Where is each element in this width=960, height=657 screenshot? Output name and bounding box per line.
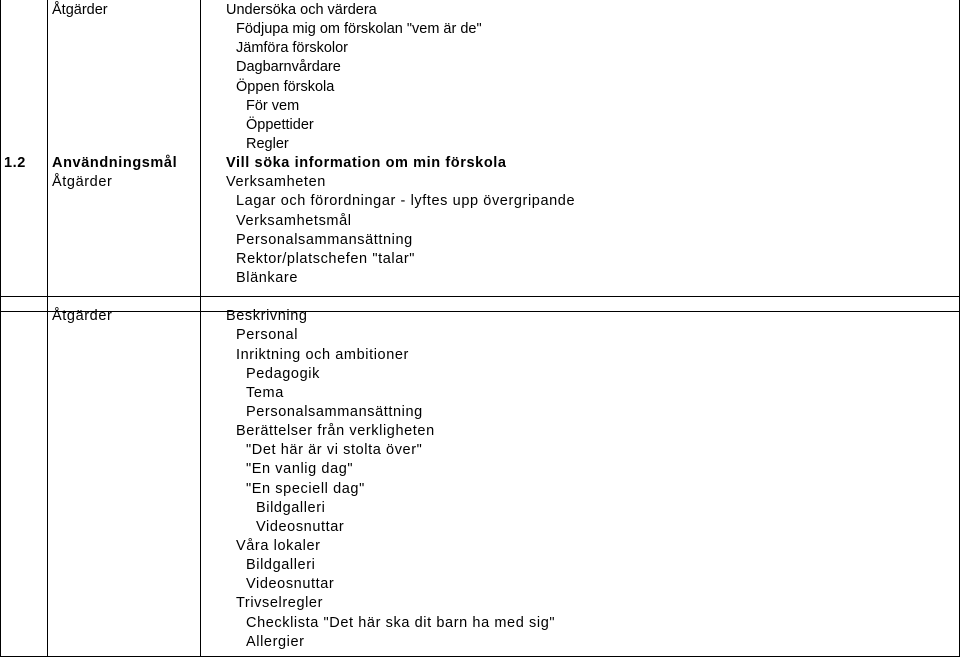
- table-row: [0, 479, 960, 498]
- table-row: [0, 345, 960, 364]
- item-text: Rektor/platschefen "talar": [236, 250, 416, 267]
- item-text: Bildgalleri: [256, 499, 326, 516]
- item-text: Videosnuttar: [256, 518, 345, 535]
- table-row: [0, 383, 960, 402]
- table-row: [0, 0, 960, 19]
- item-text: Regler: [246, 135, 289, 152]
- category-label: Åtgärder: [52, 308, 113, 325]
- item-text: Blänkare: [236, 269, 299, 286]
- category-label: Åtgärder: [52, 2, 108, 18]
- table-row: [0, 38, 960, 57]
- item-text: Tema: [246, 384, 284, 401]
- item-text: Verksamheten: [226, 174, 326, 191]
- table-row: [0, 517, 960, 536]
- table-row: [0, 115, 960, 134]
- item-text: Pedagogik: [246, 365, 320, 382]
- item-text: Inriktning och ambitioner: [236, 346, 409, 363]
- table-row: [0, 134, 960, 153]
- item-text: Videosnuttar: [246, 576, 335, 593]
- item-text: Verksamhetsmål: [236, 212, 352, 229]
- table-row: [0, 364, 960, 383]
- item-text: Jämföra förskolor: [236, 40, 349, 57]
- table-row: [0, 421, 960, 440]
- item-text: "En vanlig dag": [246, 461, 354, 478]
- item-text: Personalsammansättning: [246, 403, 423, 420]
- table-row: [0, 19, 960, 38]
- table-row: [0, 440, 960, 459]
- table-row: [0, 325, 960, 344]
- section-number: 1.2: [4, 155, 26, 172]
- table-row: [0, 613, 960, 632]
- table-row: [0, 191, 960, 210]
- item-text: För vem: [246, 97, 300, 114]
- item-text: Öppettider: [246, 116, 314, 133]
- item-text: Dagbarnvårdare: [236, 59, 341, 76]
- item-text: Våra lokaler: [236, 537, 321, 554]
- item-text: Bildgalleri: [246, 557, 316, 574]
- table-row: [0, 632, 960, 651]
- item-text: Berättelser från verkligheten: [236, 423, 435, 440]
- table-row: [0, 249, 960, 268]
- table-row: [0, 498, 960, 517]
- table-row: [0, 211, 960, 230]
- item-text: Födjupa mig om förskolan "vem är de": [236, 21, 482, 38]
- item-text: Allergier: [246, 633, 305, 650]
- table-row: [0, 268, 960, 287]
- table-row: [0, 96, 960, 115]
- table-row: [0, 555, 960, 574]
- category-label: Åtgärder: [52, 174, 113, 191]
- item-text: Personal: [236, 327, 299, 344]
- table-row: [0, 593, 960, 612]
- table-row: [0, 57, 960, 76]
- table-row: [0, 77, 960, 96]
- table-row: [0, 574, 960, 593]
- item-text: Checklista "Det här ska dit barn ha med sig": [246, 614, 556, 631]
- item-text: Öppen förskola: [236, 78, 335, 95]
- item-text: Personalsammansättning: [236, 231, 413, 248]
- category-label: Användningsmål: [52, 155, 178, 172]
- item-text: Vill söka information om min förskola: [226, 155, 507, 172]
- table-row: [0, 402, 960, 421]
- table-row: [0, 230, 960, 249]
- table-row: [0, 459, 960, 478]
- table-row: [0, 153, 960, 172]
- item-text: Beskrivning: [226, 308, 308, 325]
- item-text: Lagar och förordningar - lyftes upp övergripande: [236, 193, 576, 210]
- table-row: [0, 172, 960, 191]
- table-row: [0, 306, 960, 325]
- item-text: Undersöka och värdera: [226, 2, 377, 18]
- item-text: Trivselregler: [236, 595, 324, 612]
- item-text: "Det här är vi stolta över": [246, 442, 423, 459]
- item-text: "En speciell dag": [246, 480, 365, 497]
- table-row: [0, 287, 960, 306]
- table-row: [0, 536, 960, 555]
